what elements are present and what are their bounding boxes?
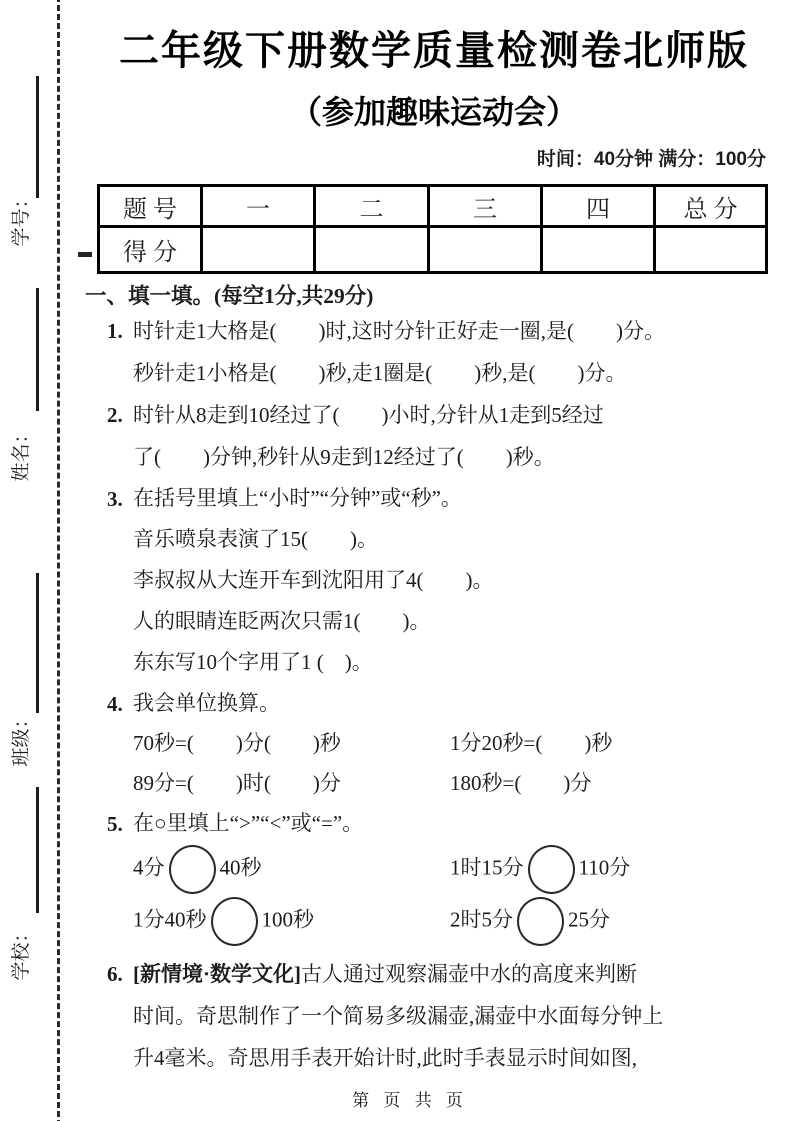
- score-table-score-row: [99, 227, 767, 273]
- question-3-line: 东东写10个字用了1 ( )。: [133, 650, 373, 674]
- conversion-item: 1分20秒=( )秒: [450, 731, 613, 755]
- question-1: [107, 310, 784, 394]
- score-cell[interactable]: [542, 227, 655, 273]
- comparison-left: 2时5分: [450, 906, 513, 931]
- question-number: 2.: [107, 403, 123, 427]
- comparison-right: 110分: [578, 854, 631, 879]
- question-5-row: [133, 843, 784, 895]
- question-list: [107, 310, 784, 1079]
- exam-content: [84, 0, 784, 1079]
- question-3: [107, 478, 784, 683]
- question-2-line: 了( )分钟,秒针从9走到12经过了( )秒。: [133, 445, 555, 469]
- comparison-item: [133, 897, 450, 946]
- score-cell[interactable]: [429, 227, 542, 273]
- comparison-circle[interactable]: [517, 897, 564, 946]
- question-number: 6.: [107, 962, 123, 986]
- page-title: 二年级下册数学质量检测卷北师版: [119, 29, 749, 73]
- question-number: 4.: [107, 692, 123, 716]
- score-table-header-cell: 一: [202, 186, 315, 227]
- question-5-intro: 在○里填上“>”“<”或“=”。: [133, 811, 364, 835]
- question-4: [107, 683, 784, 803]
- score-cell[interactable]: [315, 227, 429, 273]
- name-label: 姓名：: [11, 424, 32, 482]
- section-1-heading: 一、填一填。(每空1分,共29分): [85, 284, 374, 308]
- comparison-left: 1时15分: [450, 854, 524, 879]
- name-write-line[interactable]: [36, 288, 39, 411]
- question-4-row: [133, 763, 784, 803]
- score-row-label: 得分: [99, 227, 202, 273]
- score-cell[interactable]: [655, 227, 767, 273]
- question-5: [107, 803, 784, 947]
- comparison-circle[interactable]: [528, 845, 575, 894]
- question-3-line: 人的眼睛连眨两次只需1( )。: [133, 609, 431, 633]
- conversion-item: 180秒=( )分: [450, 771, 592, 795]
- score-cell[interactable]: [202, 227, 315, 273]
- question-1-line: 秒针走1小格是( )秒,走1圈是( )秒,是( )分。: [133, 361, 627, 385]
- question-6-line: 时间。奇思制作了一个简易多级漏壶,漏壶中水面每分钟上: [133, 1004, 664, 1028]
- question-3-line: 在括号里填上“小时”“分钟”或“秒”。: [133, 486, 462, 510]
- class-label: 班级：: [11, 709, 32, 767]
- question-2: [107, 394, 784, 478]
- question-number: 1.: [107, 319, 123, 343]
- score-table: [97, 184, 768, 274]
- school-label: 学校：: [11, 923, 32, 981]
- comparison-right: 40秒: [219, 854, 262, 879]
- school-write-line[interactable]: [36, 787, 39, 913]
- comparison-circle[interactable]: [211, 897, 258, 946]
- score-table-header-cell: 总分: [655, 186, 767, 227]
- class-write-line[interactable]: [36, 573, 39, 713]
- question-2-line: 时针从8走到10经过了( )小时,分针从1走到5经过: [133, 403, 604, 427]
- question-3-line: 李叔叔从大连开车到沈阳用了4( )。: [133, 568, 494, 592]
- comparison-left: 4分: [133, 854, 165, 879]
- conversion-item: 70秒=( )分( )秒: [133, 731, 341, 755]
- score-table-header-row: [99, 186, 767, 227]
- seal-dashed-line: [57, 0, 60, 1121]
- question-number: 5.: [107, 812, 123, 836]
- question-4-intro: 我会单位换算。: [133, 691, 280, 715]
- student-id-write-line[interactable]: [36, 76, 39, 198]
- question-6: [107, 953, 784, 1079]
- comparison-item: [450, 897, 784, 946]
- question-6-line: [133, 953, 784, 995]
- question-1-line: 时针走1大格是( )时,这时分针正好走一圈,是( )分。: [133, 319, 665, 343]
- comparison-item: [133, 845, 450, 894]
- question-6-text: 古人通过观察漏壶中水的高度来判断: [301, 962, 637, 986]
- exam-time-score-meta: 时间：40分钟 满分：100分: [536, 149, 766, 170]
- score-table-header-cell: 二: [315, 186, 429, 227]
- page-subtitle: （参加趣味运动会）: [289, 94, 578, 130]
- question-3-line: 音乐喷泉表演了15( )。: [133, 527, 378, 551]
- question-4-row: [133, 723, 784, 763]
- question-tag: [新情境·数学文化]: [133, 962, 301, 986]
- question-number: 3.: [107, 487, 123, 511]
- comparison-circle[interactable]: [169, 845, 216, 894]
- conversion-item: 89分=( )时( )分: [133, 771, 341, 795]
- page-footer: 第 页 共 页: [352, 1091, 468, 1110]
- comparison-right: 100秒: [261, 906, 314, 931]
- score-table-header-cell: 题号: [99, 186, 202, 227]
- comparison-item: [450, 845, 784, 894]
- question-6-line: 升4毫米。奇思用手表开始计时,此时手表显示时间如图,: [133, 1046, 637, 1070]
- comparison-right: 25分: [568, 906, 610, 931]
- score-table-header-cell: 三: [429, 186, 542, 227]
- comparison-left: 1分40秒: [133, 906, 207, 931]
- question-5-row: [133, 895, 784, 947]
- score-table-header-cell: 四: [542, 186, 655, 227]
- student-id-label: 学号：: [11, 189, 32, 247]
